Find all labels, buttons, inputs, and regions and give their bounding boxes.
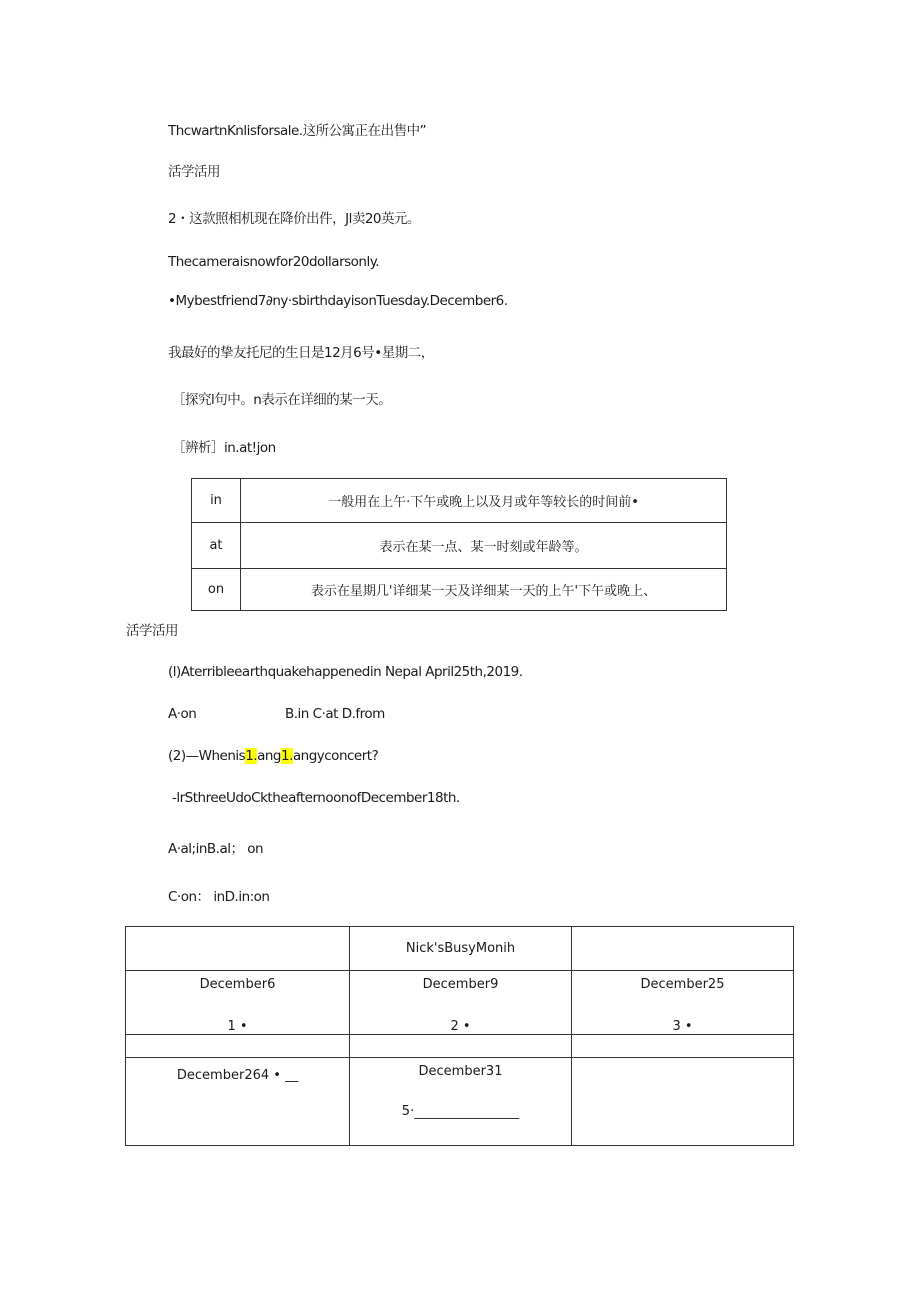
empty-cell (572, 1058, 794, 1146)
calendar-cell-5 (350, 1058, 572, 1146)
calendar-table (125, 926, 794, 1146)
cell-number: 2 • (450, 1019, 471, 1034)
cell-number: 1 • (227, 1019, 248, 1034)
exercise-2: 2・这款照相机现在降价出件，Jl卖20英元。 (168, 211, 420, 227)
cell-number: 5· (401, 1104, 415, 1119)
section-heading-2: 活学活用 (126, 623, 178, 639)
word-cell: in (192, 479, 241, 523)
question-1-option-a: A·on (168, 706, 197, 722)
cell-date: December25 (640, 977, 725, 992)
question-2-answer: -lrSthreeUdoCktheafternoonofDecember18th. (172, 790, 460, 806)
question-2-options-ab: A·al;inB.al； on (168, 841, 264, 857)
cell-date: December9 (422, 977, 499, 992)
cell-date: December31 (418, 1064, 503, 1079)
desc-cell: 表示在星期几'详细某一天及详细某一天的上午'下午或晚上、 (241, 569, 727, 611)
question-1: (l)Aterribleearthquakehappenedin Nepal April25th,2019. (168, 664, 523, 680)
calendar-cell-2 (350, 971, 572, 1035)
table-row (192, 569, 727, 611)
exercise-2-answer: Thecameraisnowfor20dollarsonly. (168, 254, 380, 270)
desc-cell: 一般用在上午·下午或晚上以及月或年等较长的时间前• (241, 479, 727, 523)
calendar-row-2 (126, 1058, 794, 1146)
cell-date-with-blank: December264 • __ (176, 1068, 299, 1083)
calendar-title-row (126, 927, 794, 971)
answer-blank-line (414, 1106, 519, 1119)
calendar-title: Nick'sBusyMonih (350, 927, 572, 971)
calendar-cell-4 (126, 1058, 350, 1146)
cell-number-blank (402, 1104, 519, 1119)
calendar-spacer-row (126, 1035, 794, 1058)
table-row (192, 523, 727, 569)
question-2-options-cd: C·on： inD.in:on (168, 889, 270, 905)
calendar-cell-1 (126, 971, 350, 1035)
empty-cell (126, 927, 350, 971)
cell-number: 3 • (672, 1019, 693, 1034)
empty-cell (572, 1035, 794, 1058)
q2-text-pre: (2)—Whenis (168, 748, 246, 764)
q2-highlight-2: 1. (280, 748, 293, 764)
analysis-heading: ［辨析］in.at!jon (172, 440, 276, 456)
example-sentence: •Mybestfriend7∂ny·sbirthdayisonTuesday.December6. (168, 293, 508, 309)
q2-highlight-1: 1. (245, 748, 258, 764)
example-translation: 我最好的挚友托尼的生日是12月6号•星期二， (168, 345, 434, 361)
explore-note: ［探究l句中。n表示在详细的某一天。 (172, 392, 392, 408)
q2-text-mid: ang (257, 748, 281, 764)
question-2 (168, 748, 378, 764)
section-heading: 活学活用 (168, 164, 220, 180)
q2-text-post: angyconcert? (292, 748, 379, 764)
word-cell: on (192, 569, 241, 611)
empty-cell (350, 1035, 572, 1058)
desc-cell: 表示在某一点、某一时刻或年龄等。 (241, 523, 727, 569)
text-line-1: ThcwartnKnlisforsale.这所公寓正在出售中” (168, 123, 427, 139)
preposition-usage-table (191, 478, 727, 611)
calendar-row-1 (126, 971, 794, 1035)
word-cell: at (192, 523, 241, 569)
empty-cell (126, 1035, 350, 1058)
table-row (192, 479, 727, 523)
cell-date: December6 (199, 977, 276, 992)
empty-cell (572, 927, 794, 971)
calendar-cell-3 (572, 971, 794, 1035)
question-1-options-bcd: B.in C·at D.from (285, 706, 385, 722)
